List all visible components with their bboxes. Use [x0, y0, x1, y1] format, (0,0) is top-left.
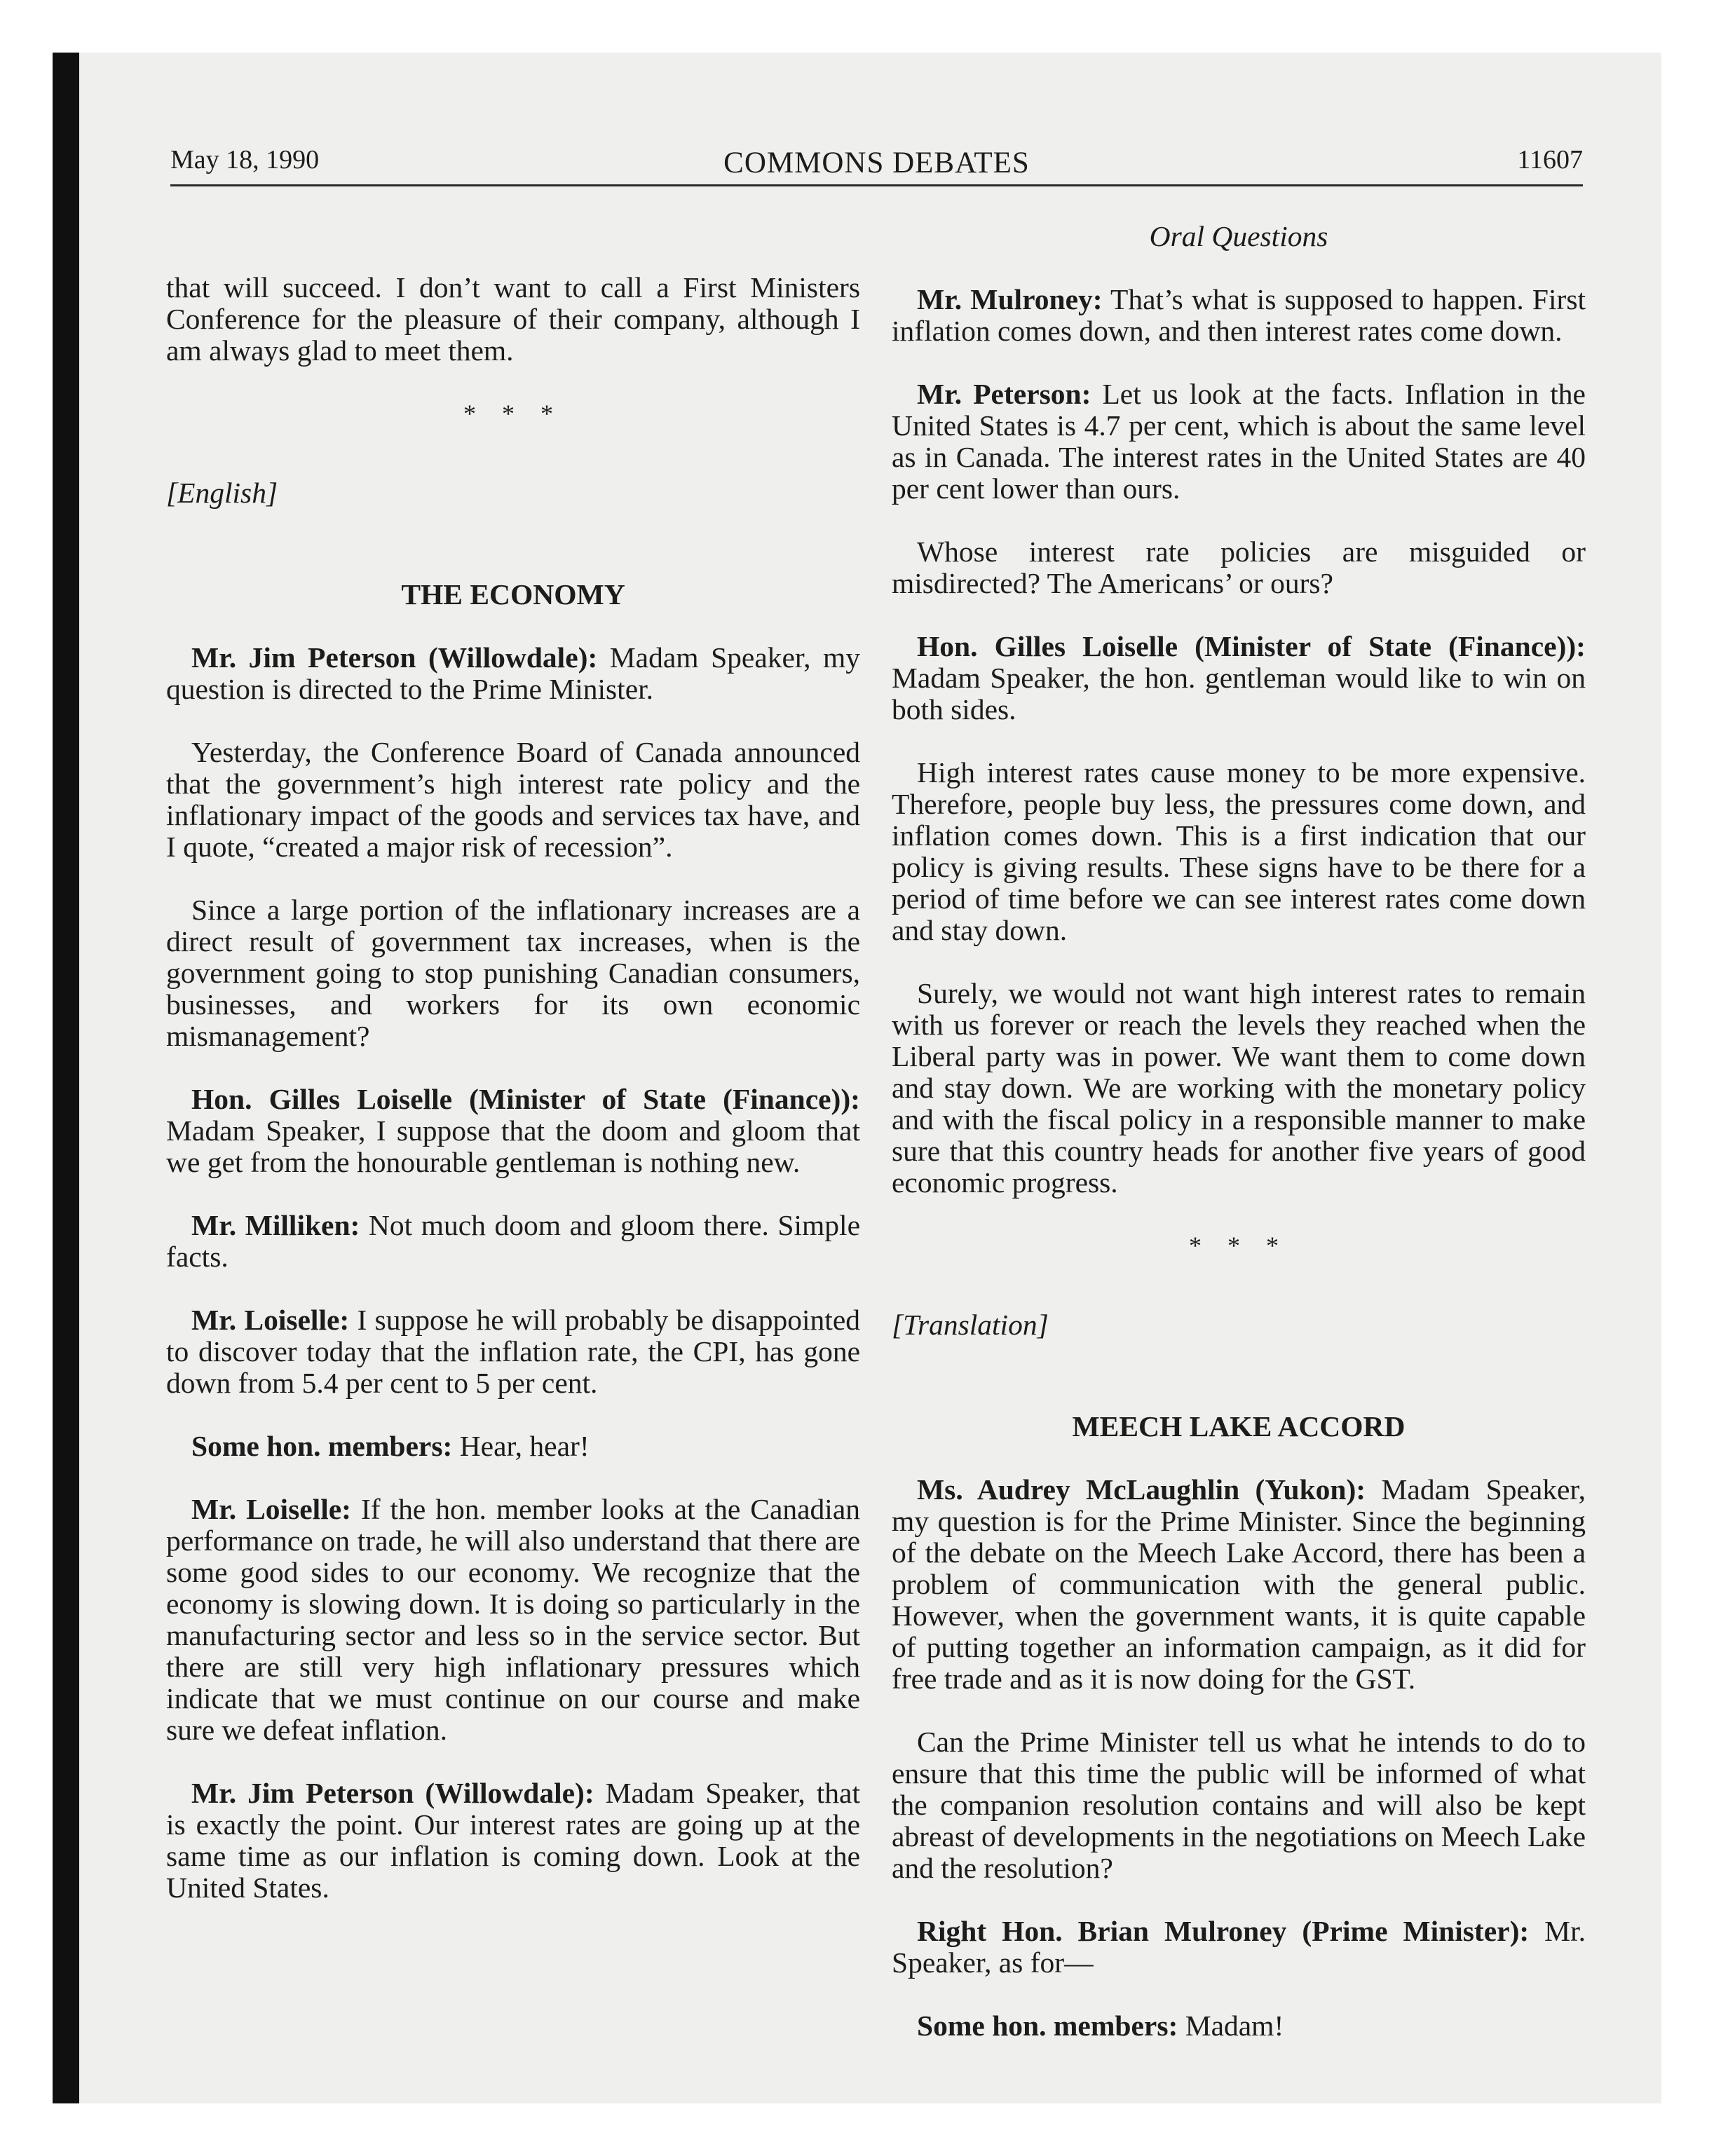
speech	[892, 1916, 1586, 1979]
section-heading: THE ECONOMY	[401, 578, 625, 610]
left-column	[166, 272, 860, 1904]
speech	[166, 1778, 860, 1904]
paragraph: Can the Prime Minister tell us what he intends to do to ensure that this time the public will be informed of what the companion resolution contains and will also be kept abreast of developments in the negotiations on Meech Lake and the resolution?	[892, 1726, 1586, 1884]
speech-text: Not much doom and gloom there. Simple facts.	[166, 1209, 860, 1273]
header-rule	[170, 184, 1583, 186]
speech-text: Madam Speaker, I suppose that the doom and gloom that we get from the honourable gentleman is nothing new.	[166, 1114, 860, 1178]
speaker-name: Mr. Jim Peterson (Willowdale):	[191, 1777, 594, 1809]
paragraph: High interest rates cause money to be more expensive. Therefore, people buy less, the pressures come down, and inflation comes down. This is a first indication that our policy is giving results. These signs have to be there for a period of time before we can see interest rates come down and stay down.	[892, 756, 1586, 946]
speaker-name: Hon. Gilles Loiselle (Minister of State (Finance)):	[191, 1083, 860, 1115]
binding-edge	[53, 53, 79, 2103]
speech-text: Madam Speaker, the hon. gentleman would like to win on both sides.	[892, 662, 1586, 725]
speech-text: Hear, hear!	[452, 1430, 590, 1462]
speech	[166, 642, 860, 705]
speech	[166, 1210, 860, 1273]
right-column	[892, 221, 1586, 2042]
speaker-name: Mr. Loiselle:	[191, 1493, 351, 1525]
speech-text: Madam Speaker, that is exactly the point. Our interest rates are going up at the same time as our inflation is coming down. Look at the United States.	[166, 1777, 860, 1904]
speech	[166, 1084, 860, 1178]
speaker-name: Mr. Milliken:	[191, 1209, 360, 1241]
speaker-name: Some hon. members:	[191, 1430, 453, 1462]
paragraph: Surely, we would not want high interest rates to remain with us forever or reach the levels they reached when the Liberal party was in power. We want them to come down and stay down. We are working with the monetary policy and with the fiscal policy in a responsible manner to make sure that this country heads for another five years of good economic progress.	[892, 977, 1586, 1199]
speech	[166, 1431, 860, 1462]
section-label-text: Oral Questions	[1149, 220, 1328, 252]
language-rubric: [Translation]	[892, 1309, 1049, 1341]
speech	[892, 378, 1586, 505]
speaker-name: Some hon. members:	[917, 2010, 1178, 2042]
speech-text: Madam Speaker, my question is directed to the Prime Minister.	[166, 641, 860, 705]
header-page-number: 11607	[1517, 145, 1583, 175]
speech	[892, 1474, 1586, 1695]
speaker-name: Hon. Gilles Loiselle (Minister of State (Finance)):	[917, 630, 1586, 662]
section-heading: MEECH LAKE ACCORD	[1072, 1410, 1406, 1442]
speech	[892, 2010, 1586, 2042]
speaker-name: Mr. Mulroney:	[917, 283, 1103, 315]
speaker-name: Mr. Peterson:	[917, 378, 1091, 410]
speech-text: That’s what is supposed to happen. First inflation comes down, and then interest rates come down.	[892, 283, 1586, 347]
header-date: May 18, 1990	[170, 145, 320, 175]
page-header	[170, 142, 1583, 184]
speech-text: Madam!	[1178, 2010, 1284, 2042]
speech	[892, 284, 1586, 347]
section-separator: * * *	[463, 400, 563, 428]
language-rubric: [English]	[166, 477, 278, 509]
paragraph: Whose interest rate policies are misguided or misdirected? The Americans’ or ours?	[892, 535, 1586, 599]
section-label	[892, 221, 1586, 252]
speech-text: Mr. Speaker, as for—	[892, 1915, 1586, 1979]
speech-text: Let us look at the facts. Inflation in the United States is 4.7 per cent, which is about the same level as in Canada. The interest rates in the United States are 40 per cent lower than ours.	[892, 378, 1586, 505]
speech	[892, 631, 1586, 725]
speaker-name: Mr. Jim Peterson (Willowdale):	[191, 641, 598, 674]
paragraph: Yesterday, the Conference Board of Canada announced that the government’s high interest rate policy and the inflationary impact of the goods and services tax have, and I quote, “created a major risk of recession”.	[166, 736, 860, 863]
speech-text: If the hon. member looks at the Canadian performance on trade, he will also understand that there are some good sides to our economy. We recognize that the economy is slowing down. It is doing so particularly in the manufacturing sector and less so in the service sector. But there are still very high inflationary pressures which indicate that we must continue on our course and make sure we defeat inflation.	[166, 1493, 861, 1746]
speaker-name: Ms. Audrey McLaughlin (Yukon):	[917, 1473, 1366, 1506]
paragraph: Since a large portion of the inflationary increases are a direct result of government tax increases, when is the government going to stop punishing Canadian consumers, businesses, and workers for its own economic mismanagement?	[166, 894, 860, 1052]
speaker-name: Right Hon. Brian Mulroney (Prime Minister):	[917, 1915, 1530, 1947]
section-separator: * * *	[1189, 1231, 1288, 1260]
speaker-name: Mr. Loiselle:	[191, 1304, 350, 1336]
paragraph: that will succeed. I don’t want to call a First Ministers Conference for the pleasure of their company, although I am always glad to meet them.	[166, 271, 860, 367]
speech	[166, 1494, 860, 1746]
speech	[166, 1304, 860, 1399]
speech-text: I suppose he will probably be disappointed to discover today that the inflation rate, the CPI, has gone down from 5.4 per cent to 5 per cent.	[166, 1304, 860, 1399]
header-title: COMMONS DEBATES	[723, 146, 1030, 179]
speech-text: Madam Speaker, my question is for the Prime Minister. Since the beginning of the debate on the Meech Lake Accord, there has been a problem of communication with the general public. However, when the government wants, it is quite capable of putting together an information campaign, as it did for free trade and as it is now doing for the GST.	[892, 1473, 1586, 1695]
